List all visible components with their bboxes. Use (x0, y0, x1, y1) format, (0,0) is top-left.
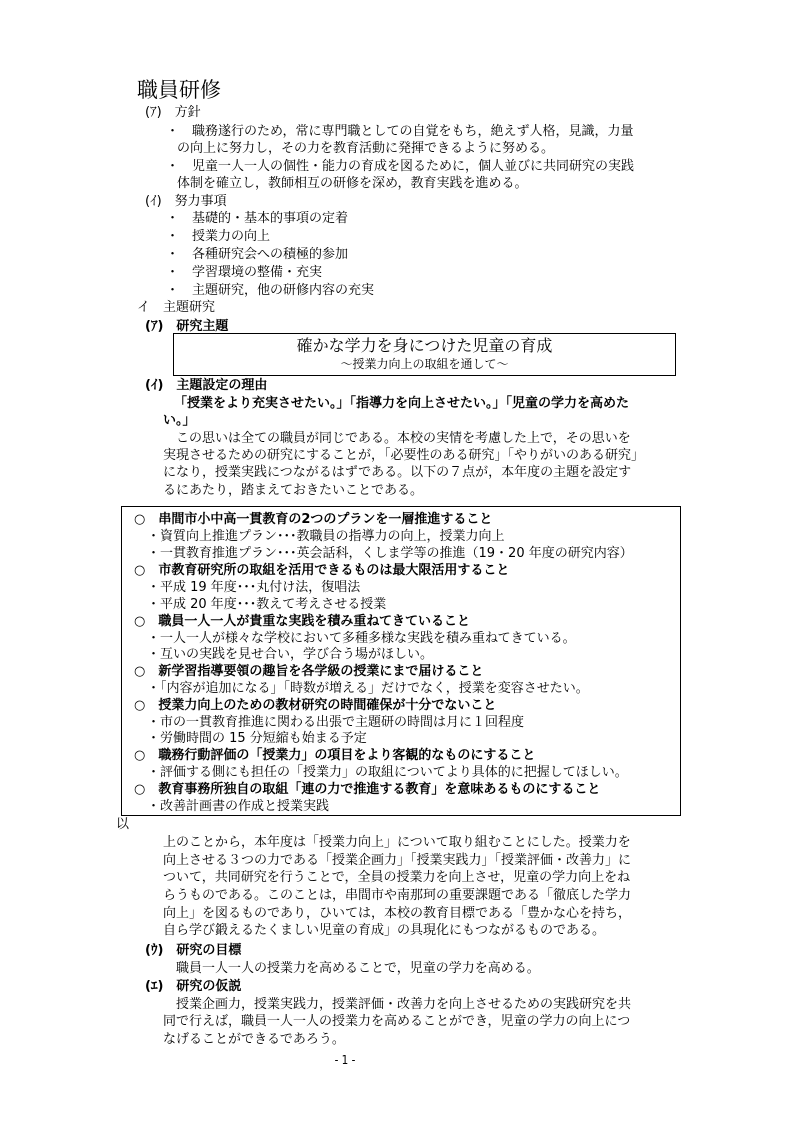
conclusion-line: らうものである。このことは，串間市や南那珂の重要課題である「徹底した学力 (163, 888, 632, 903)
hypothesis-line: 同で行えば，職員一人一人の授業力を高めることができ，児童の学力の向上につ (163, 1014, 631, 1029)
reason-line: 実現させるための研究にすることが，「必要性のある研究」「やりがいのある研究」 (163, 448, 645, 463)
hypothesis-line: 授業企画力，授業実践力，授業評価・改善力を向上させるための実践研究を共 (176, 997, 632, 1012)
point-title: ○ 串間市小中高一貫教育の2つのプランを一層推進すること (134, 512, 493, 527)
hypothesis-heading: (ｴ) 研究の仮説 (145, 979, 242, 994)
reason-line: 「授業をより充実させたい。」「指導力を向上させたい。」「児童の学力を高めた (174, 396, 630, 411)
stray-char: 以 (116, 817, 130, 832)
conclusion-line: 向上させる３つの力である「授業企画力」「授業実践力」「授業評価・改善力」に (163, 853, 632, 868)
point-title: ○ 新学習指導要領の趣旨を各学級の授業にまで届けること (134, 664, 484, 679)
point-sub: ・一人一人が様々な学校において多種多様な実践を積み重ねてきている。 (147, 631, 576, 646)
point-title: ○ 市教育研究所の取組を活用できるものは最大限活用すること (134, 563, 510, 578)
efforts-item: ・ 各種研究会への積極的参加 (166, 247, 349, 262)
point-sub: ・改善計画書の作成と授業実践 (147, 799, 330, 814)
reason-line: になり，授業実践につながるはずである。以下の７点が，本年度の主題を設定す (163, 465, 632, 480)
goal-heading: (ｳ) 研究の目標 (145, 943, 242, 958)
conclusion-line: 上のことから，本年度は「授業力向上」について取り組むことにした。授業力を (163, 835, 631, 850)
point-sub: ・平成 20 年度･･･教えて考えさせる授業 (147, 597, 387, 612)
efforts-item: ・ 主題研究，他の研修内容の充実 (166, 283, 375, 298)
point-title: ○ 職務行動評価の「授業力」の項目をより客観的なものにすること (134, 748, 536, 763)
point-sub: ・「内容が追加になる」「時数が増える」だけでなく，授業を変容させたい。 (147, 681, 589, 696)
policy-item-2-line-1: ・ 児童一人一人の個性・能力の育成を図るために，個人並びに共同研究の実践 (166, 159, 635, 174)
theme-research-heading: イ 主題研究 (137, 300, 216, 315)
policy-item-2-line-2: 体制を確立し，教師相互の研修を深め，教育実践を進める。 (177, 176, 528, 191)
efforts-item: ・ 授業力の向上 (166, 229, 271, 244)
conclusion-line: 向上」を図るものであり，ひいては，本校の教育目標である「豊かな心を持ち， (163, 906, 632, 921)
point-sub: ・評価する側にも担任の「授業力」の取組についてより具体的に把握してほしい。 (147, 765, 628, 780)
efforts-heading: (ｲ) 努力事項 (145, 194, 227, 209)
point-sub: ・互いの実践を見せ合い，学び合う場がほしい。 (147, 647, 434, 662)
point-sub: ・市の一貫教育推進に関わる出張で主題研の時間は月に１回程度 (147, 715, 525, 730)
goal-text: 職員一人一人の授業力を高めることで，児童の学力を高める。 (176, 961, 540, 976)
policy-heading: (ｱ) 方針 (145, 105, 201, 120)
efforts-item: ・ 学習環境の整備・充実 (166, 265, 323, 280)
research-theme-main: 確かな学力を身につけた児童の育成 (296, 336, 553, 355)
research-theme-sub: ～授業力向上の取組を通して～ (340, 357, 509, 371)
point-title: ○ 授業力向上のための教材研究の時間確保が十分でないこと (134, 698, 497, 713)
policy-item-1-line-2: の向上に努力し，その力を教育活動に発揮できるように努める。 (177, 141, 555, 156)
point-sub: ・平成 19 年度･･･丸付け法，復唱法 (147, 580, 361, 595)
policy-item-1-line-1: ・ 職務遂行のため，常に専門職としての自覚をもち，絶えず人格，見識，力量 (166, 124, 634, 139)
point-title: ○ 職員一人一人が貴重な実践を積み重ねてきていること (134, 614, 471, 629)
reason-line: い。」 (163, 413, 196, 428)
page-number: - 1 - (334, 1053, 356, 1067)
page-title: 職員研修 (137, 78, 221, 102)
point-sub: ・労働時間の 15 分短縮も始まる予定 (147, 731, 367, 746)
point-title: ○ 教育事務所独自の取組「連の力で推進する教育」を意味あるものにすること (134, 782, 601, 797)
reason-line: この思いは全ての職員が同じである。本校の実情を考慮した上で，その思いを (176, 431, 631, 446)
conclusion-line: 自ら学び鍛えるたくましい児童の育成」の具現化にもつながるものである。 (163, 923, 606, 938)
research-theme-heading: (ｱ) 研究主題 (145, 319, 229, 334)
efforts-item: ・ 基礎的・基本的事項の定着 (166, 211, 349, 226)
point-sub: ・一貫教育推進プラン･･･英会話科，くしま学等の推進（19・20 年度の研究内容） (147, 546, 633, 561)
point-sub: ・資質向上推進プラン･･･教職員の指導力の向上，授業力向上 (147, 529, 505, 544)
conclusion-line: ついて，共同研究を行うことで，全員の授業力を向上させ，児童の学力向上をね (163, 870, 631, 885)
reason-line: るにあたり，踏まえておきたいことである。 (163, 483, 424, 498)
reason-heading: (ｲ) 主題設定の理由 (145, 378, 268, 393)
research-theme-box (173, 333, 676, 376)
hypothesis-line: なげることができるであろう。 (163, 1032, 345, 1047)
